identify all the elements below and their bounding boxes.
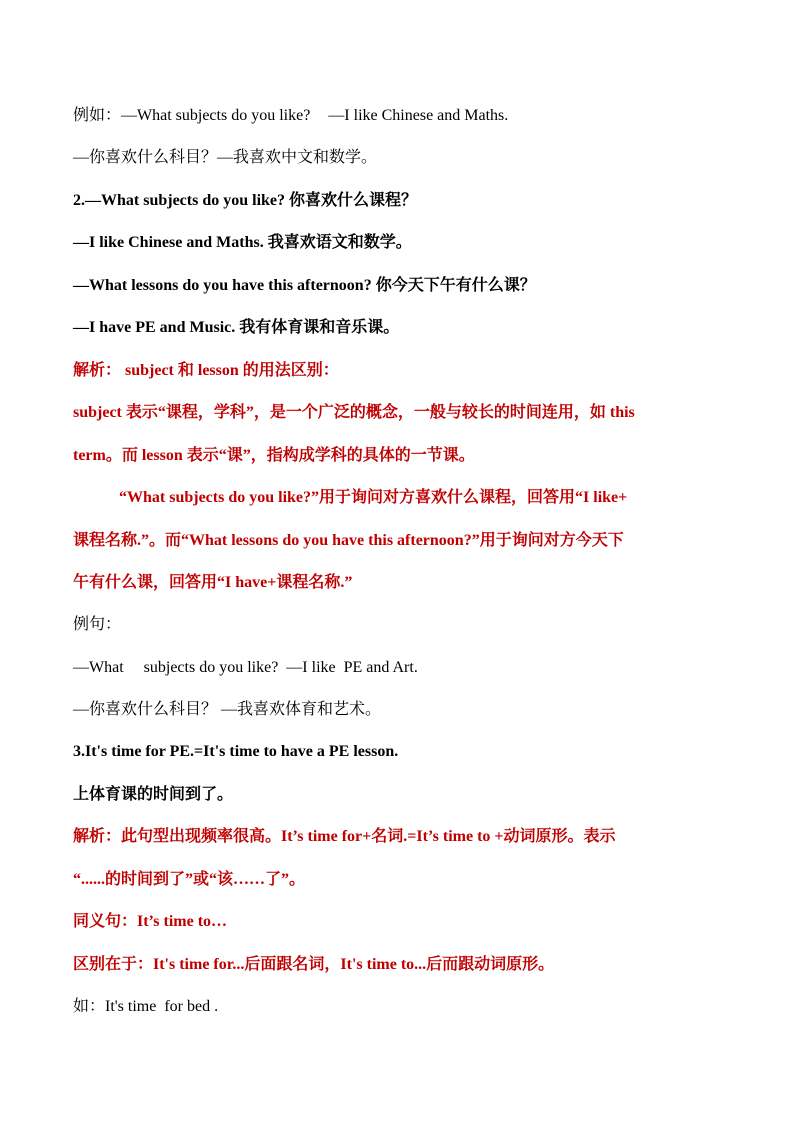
- section-3-translation: 上体育课的时间到了。: [73, 786, 234, 803]
- example-line-2: —What subjects do you like? —I like PE and Art.: [73, 659, 418, 676]
- section-2-answer-1: —I like Chinese and Maths. 我喜欢语文和数学。: [73, 234, 412, 251]
- example-question: 例如：—What subjects do you like?: [73, 107, 311, 124]
- example-line-3: 如：It's time for bed .: [73, 998, 219, 1015]
- analysis-text-6: 解析：此句型出现频率很高。It’s time for+名词.=It’s time to +动词原形。表示: [73, 828, 616, 845]
- section-2-answer-2: —I have PE and Music. 我有体育课和音乐课。: [73, 319, 400, 336]
- analysis-text-2: term。而 lesson 表示“课”，指构成学科的具体的一节课。: [73, 447, 475, 464]
- example-line-1: [73, 105, 733, 127]
- analysis-text-3: “What subjects do you like?”用于询问对方喜欢什么课程，回答用“I like+: [119, 489, 628, 506]
- section-2-question-2: —What lessons do you have this afternoon? 你今天下午有什么课？: [73, 277, 536, 294]
- analysis-heading-1: 解析： subject 和 lesson 的用法区别：: [73, 362, 339, 379]
- example-answer: —I like Chinese and Maths.: [328, 107, 509, 124]
- section-3-heading: 3.It's time for PE.=It's time to have a PE lesson.: [73, 743, 399, 760]
- analysis-text-5: 午有什么课，回答用“I have+课程名称.”: [73, 574, 353, 591]
- section-2-heading: 2.—What subjects do you like? 你喜欢什么课程？: [73, 192, 418, 209]
- synonym-sentence: 同义句：It’s time to…: [73, 913, 228, 930]
- analysis-text-7: “......的时间到了”或“该……了”。: [73, 871, 306, 888]
- example-translation-2: —你喜欢什么科目？ —我喜欢体育和艺术。: [73, 701, 382, 718]
- analysis-text-1: subject 表示“课程，学科”，是一个广泛的概念，一般与较长的时间连用，如 this: [73, 404, 635, 421]
- analysis-text-4: 课程名称.”。而“What lessons do you have this afternoon?”用于询问对方今天下: [73, 532, 624, 549]
- difference-note: 区别在于：It's time for...后面跟名词，It's time to...后而跟动词原形。: [73, 956, 555, 973]
- example-translation-1: —你喜欢什么科目？—我喜欢中文和数学。: [73, 149, 378, 166]
- example-label: 例句：: [73, 616, 122, 633]
